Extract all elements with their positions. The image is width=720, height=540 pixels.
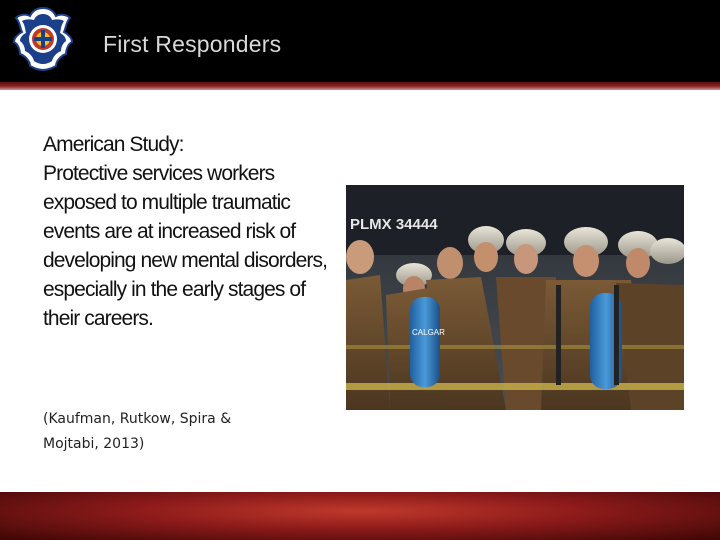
- header-divider: [0, 82, 720, 90]
- page-title: First Responders: [103, 31, 282, 57]
- header-bar: [0, 0, 720, 82]
- firefighters-photo: [346, 185, 684, 410]
- study-heading: American Study:: [43, 133, 184, 156]
- study-paragraph: Protective services workers exposed to multiple traumatic events are at increased risk of developing new mental disorders, especially in the early stages of their careers.: [43, 162, 328, 330]
- tank-label-text: CALGAR: [412, 328, 445, 337]
- citation-text: (Kaufman, Rutkow, Spira & Mojtabi, 2013): [43, 411, 232, 452]
- railcar-number-text: PLMX 34444: [350, 216, 438, 233]
- footer-bar: [0, 492, 720, 540]
- study-text-block: [43, 130, 343, 333]
- fire-department-badge-icon: [12, 6, 74, 72]
